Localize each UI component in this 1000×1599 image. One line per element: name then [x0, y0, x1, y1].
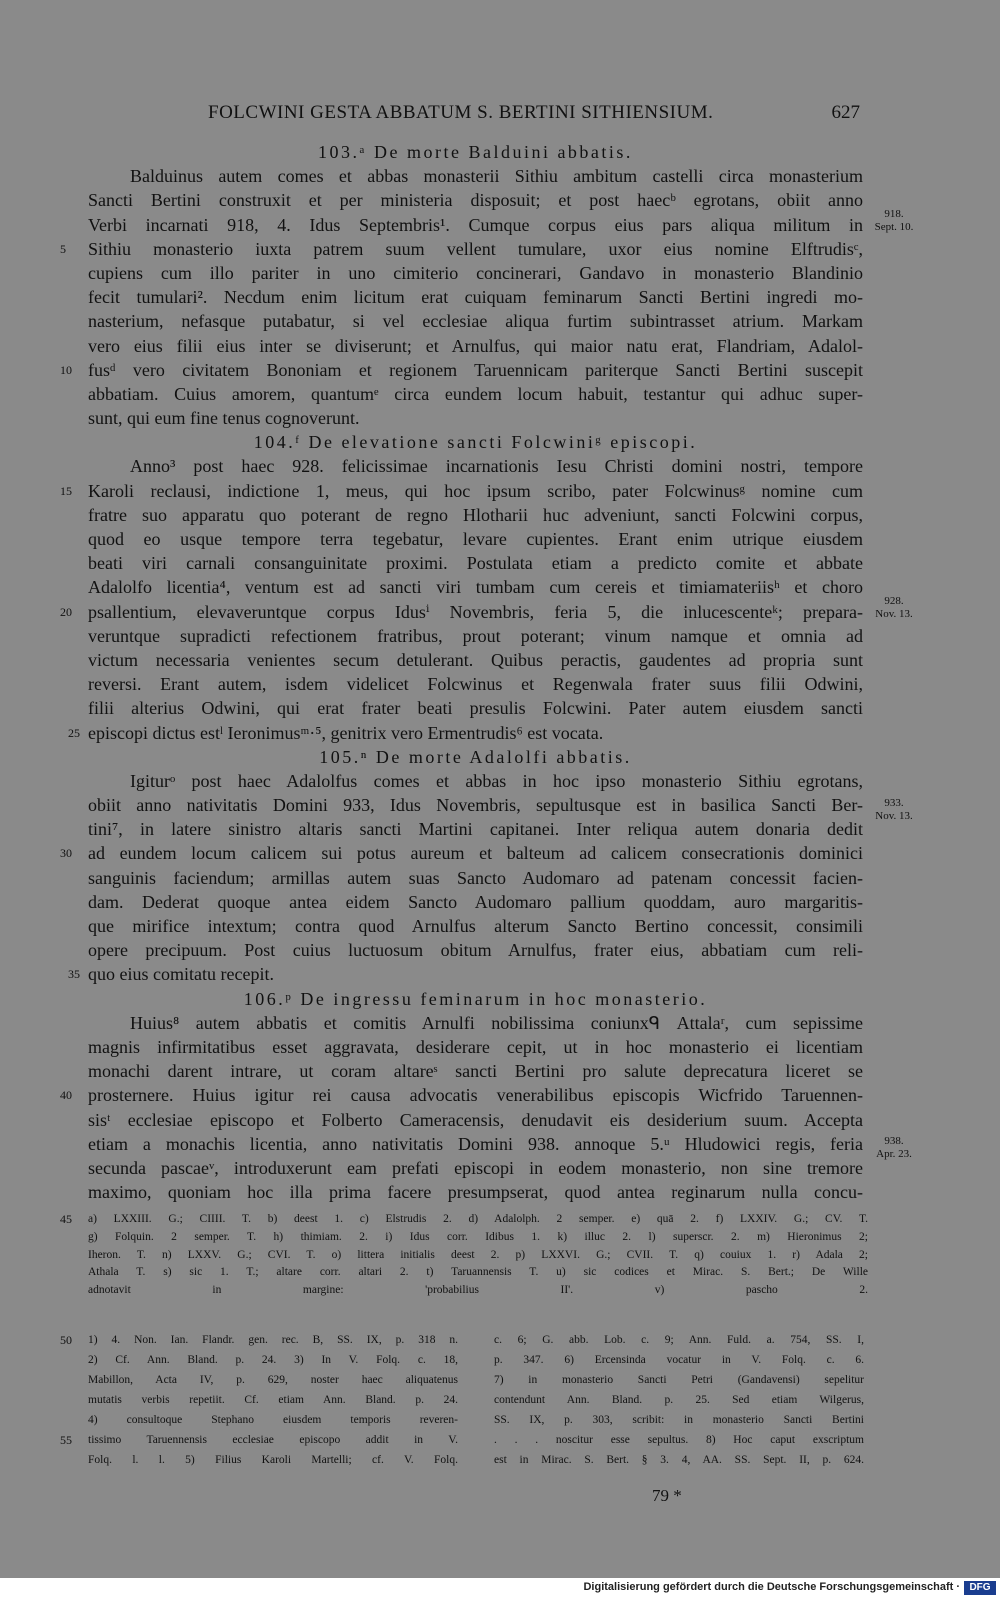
- line-text: monachi darent intrare, ut coram altareˢ sancti Bertini pro salute deprecatura liceret se: [88, 1061, 863, 1082]
- text-line: [88, 285, 863, 309]
- text-line: [88, 164, 863, 188]
- text-line: [88, 309, 863, 333]
- margin-date: [868, 797, 920, 823]
- footnote-line: [494, 1330, 864, 1350]
- text-line: [68, 962, 863, 986]
- line-text: que mirifice intextum; contra quod Arnulfus alterum Sancto Bertino concessit, consimili: [88, 916, 863, 936]
- text-line: [88, 1011, 863, 1035]
- footnote-line: [494, 1450, 864, 1470]
- text-line: [60, 600, 863, 624]
- line-text: magnis infirmitatibus esset aggravata, desiderare cepit, ut in hoc monasterio ei licentiam: [88, 1036, 863, 1057]
- text-line: [60, 237, 863, 261]
- margin-date-day: Nov. 13.: [875, 810, 913, 822]
- line-text: tini⁷, in latere sinistro altaris sancti Martini capitanei. Inter reliqua autem donaria dedit: [88, 819, 863, 840]
- margin-date-year: 918.: [884, 208, 904, 220]
- footnote-line: [88, 1410, 458, 1430]
- footnotes-left-column: [60, 1330, 458, 1470]
- line-text: psallentium, elevaveruntque corpus Idusⁱ Novembris, feria 5, die inlucescenteᵏ; prepara-: [88, 601, 863, 622]
- text-line: [88, 527, 863, 551]
- text-line: [88, 261, 863, 285]
- line-text: fusᵈ vero civitatem Bononiam et regionem Taruennicam pariterque Sancti Bertini suscepit: [88, 359, 863, 380]
- main-text: [60, 140, 863, 1204]
- variant-note-line: [88, 1229, 868, 1247]
- line-text: est in Mirac. S. Bert. § 3. 4, AA. SS. Sept. II, p. 624.: [494, 1454, 864, 1466]
- line-text: 104.ᶠ De elevatione sancti Folcwiniᵍ episcopi.: [253, 432, 698, 453]
- margin-date-year: 933.: [884, 797, 904, 809]
- footnote-line: [494, 1350, 864, 1370]
- text-line: [88, 503, 863, 527]
- text-line: [88, 769, 863, 793]
- line-text: g) Folquin. 2 semper. T. h) thimiam. 2. i) Idus corr. Idibus 1. k) illuc 2. l) superscr. 2. m) Hieronimus 2;: [88, 1230, 868, 1243]
- line-text: . . . noscitur esse sepultus. 8) Hoc caput exscriptum: [494, 1434, 864, 1446]
- footnote-line: [494, 1370, 864, 1390]
- margin-date-day: Sept. 10.: [874, 221, 914, 233]
- line-text: 1) 4. Non. Ian. Flandr. gen. rec. B, SS. IX, p. 318 n.: [88, 1334, 458, 1346]
- footnote-line: [88, 1370, 458, 1390]
- text-line: [88, 454, 863, 478]
- line-text: Karoli reclausi, indictione 1, meus, qui hoc ipsum scribo, pater Folcwinusᵍ nomine cum: [88, 480, 863, 501]
- running-header: [60, 102, 860, 132]
- text-line: [88, 938, 863, 962]
- line-number: 5: [60, 241, 66, 256]
- text-line: [88, 1156, 863, 1180]
- line-text: 103.ᵃ De morte Balduini abbatis.: [318, 142, 633, 162]
- line-text: fratre suo apparatu quo poterant de regno Hlotharii huc adveniunt, sancti Folcwini corpus,: [88, 504, 863, 525]
- text-line: [88, 575, 863, 599]
- footnote-line: [494, 1390, 864, 1410]
- text-line: [88, 1035, 863, 1059]
- variant-note-line: [88, 1247, 868, 1265]
- line-text: 4) consultoque Stephano eiusdem temporis reveren-: [88, 1414, 458, 1426]
- line-text: SS. IX, p. 303, scribit: in monasterio Sancti Bertini: [494, 1414, 864, 1426]
- line-text: Adalolfo licentia⁴, ventum est ad sancti viri tumbam cum cereis et timiamateriisʰ et choro: [88, 577, 863, 598]
- line-text: veruntque supradicti refectionem fratribus, prout poterant; vinum namque et omnia ad: [88, 625, 863, 646]
- line-text: fecit tumulari². Necdum enim licitum erat cuiquam feminarum Sancti Bertini ingredi mo-: [88, 287, 863, 308]
- line-text: Igiturᵒ post haec Adalolfus comes et abbas in hoc ipso monasterio Sithiu egrotans,: [130, 770, 863, 791]
- digitization-banner: [0, 1578, 1000, 1599]
- text-line: [88, 672, 863, 696]
- line-text: Balduinus autem comes et abbas monasterii Sithiu ambitum castelli circa monasterium: [130, 166, 863, 187]
- line-text: Sithiu monasterio iuxta patrem suum vellent tumulare, uxor eius nomine Elftrudisᶜ,: [88, 238, 863, 259]
- line-text: sisᵗ ecclesiae episcopo et Folberto Cameracensis, denudavit eis desiderium suum. Accepta: [88, 1109, 863, 1130]
- line-text: quod eo usque tempore terra tegebatur, levare cupientes. Erant enim utrique eiusdem: [88, 529, 863, 549]
- line-text: prosternere. Huius igitur rei causa advocatis venerabilibus episcopis Wicfrido Taruennen-: [88, 1085, 863, 1106]
- dfg-logo: DFG: [964, 1581, 996, 1595]
- line-text: beati viri carnali consanguinitate proximi. Postulata etiam a predicto comite et abbate: [88, 553, 863, 574]
- line-text: reversi. Erant autem, isdem videlicet Folcwinus et Regenwala frater suus filii Odwini,: [88, 674, 863, 695]
- line-text: cupiens cum illo pariter in uno cimiterio concinerari, Gandavo in monasterio Blandinio: [88, 262, 863, 283]
- line-text: opere precipuum. Post cuius luctuosum obitum Arnulfus, frater eius, abbatiam cum reli-: [88, 940, 863, 961]
- text-line: [88, 334, 863, 358]
- line-number: 45: [60, 1212, 72, 1226]
- line-number: 50: [60, 1333, 72, 1347]
- page-number: 627: [831, 102, 860, 123]
- section-heading: [88, 987, 863, 1011]
- signature-mark: 79 *: [652, 1486, 682, 1505]
- line-text: filii alterius Odwini, qui erat frater beati presulis Folcwini. Pater autem eiusdem sancti: [88, 698, 863, 719]
- line-text: ad eundem locum calicem sui potus aureum et balteum ad calicem consecrationis dominici: [88, 843, 863, 864]
- line-text: 2) Cf. Ann. Bland. p. 24. 3) In V. Folq. c. 18,: [88, 1354, 458, 1366]
- line-text: adnotavit in margine: 'probabilius II'. v) pascho 2.: [88, 1284, 868, 1297]
- line-number: 55: [60, 1433, 72, 1447]
- text-line: [88, 793, 863, 817]
- text-line: [88, 1108, 863, 1132]
- text-line: [88, 914, 863, 938]
- line-text: quo eius comitatu recepit.: [88, 964, 274, 985]
- line-text: 7) in monasterio Sancti Petri (Gandavensi) sepelitur: [494, 1374, 864, 1386]
- line-text: sunt, qui eum fine tenus cognoverunt.: [88, 408, 360, 429]
- line-text: Sancti Bertini construxit et per ministeria disposuit; et post haecᵇ egrotans, obiit anno: [88, 190, 863, 211]
- line-text: 105.ⁿ De morte Adalolfi abbatis.: [319, 746, 632, 767]
- text-line: [88, 406, 863, 430]
- footnote-line: [494, 1410, 864, 1430]
- line-number: 15: [60, 483, 72, 498]
- text-line: [88, 696, 863, 720]
- text-line: [88, 551, 863, 575]
- section-heading: [88, 140, 863, 164]
- variant-note-line: [60, 1211, 868, 1229]
- footnote-line: [88, 1450, 458, 1470]
- running-title: FOLCWINI GESTA ABBATUM S. BERTINI SITHIENSIUM.: [208, 102, 714, 123]
- margin-date-year: 928.: [884, 595, 904, 607]
- footnote-line: [60, 1330, 458, 1350]
- variant-note-line: [88, 1282, 868, 1300]
- line-number: 20: [60, 604, 72, 619]
- line-text: victum necessaria venientes secum detulerant. Quibus peractis, gaudentes ad propria sunt: [88, 649, 863, 670]
- line-text: mutatis verbis repetiit. Cf. etiam Ann. Bland. p. 24.: [88, 1394, 458, 1406]
- section-heading: [88, 745, 863, 769]
- footnote-line: [88, 1350, 458, 1370]
- footnote-line: [88, 1390, 458, 1410]
- margin-date: [868, 595, 920, 621]
- line-number: 35: [68, 967, 80, 982]
- margin-date-day: Apr. 23.: [876, 1148, 912, 1160]
- footnote-line: [60, 1430, 458, 1450]
- section-heading: [88, 430, 863, 454]
- text-line: [88, 1059, 863, 1083]
- line-text: Verbi incarnati 918, 4. Idus Septembris¹. Cumque corpus eius pars aliqua militum in: [88, 214, 863, 235]
- text-line: [60, 358, 863, 382]
- line-text: etiam a monachis licentia, anno nativitatis Domini 938. annoque 5.ᵘ Hludowici regis, feria: [88, 1133, 863, 1154]
- text-line: [88, 817, 863, 841]
- line-text: Athala T. s) sic 1. T.; altare corr. altari 2. t) Taruannensis T. u) sic codices et Mirac. S. Bert.; De Wille: [88, 1266, 868, 1279]
- variant-notes: [60, 1211, 868, 1300]
- text-line: [60, 1083, 863, 1107]
- text-line: [88, 866, 863, 890]
- line-text: dam. Dederat quoque antea eidem Sancto Audomaro pallium quoddam, auro margaritis-: [88, 891, 863, 912]
- text-line: [60, 841, 863, 865]
- line-text: maximo, quoniam hoc illa prima facere presumpserat, quod antea reginarum nulla concu-: [88, 1182, 863, 1203]
- line-text: abbatiam. Cuius amorem, quantumᵉ circa eundem locum habuit, testantur qui adhuc super-: [88, 383, 863, 404]
- line-text: 106.ᵖ De ingressu feminarum in hoc monasterio.: [243, 988, 708, 1009]
- line-text: p. 347. 6) Ercensinda vocatur in V. Folq. c. 6.: [494, 1354, 864, 1366]
- footnotes-right-column: [494, 1330, 864, 1470]
- text-line: [88, 213, 863, 237]
- line-text: Anno³ post haec 928. felicissimae incarnationis Iesu Christi domini nostri, tempore: [130, 456, 863, 477]
- line-text: obiit anno nativitatis Domini 933, Idus Novembris, sepultusque est in basilica Sancti Ber-: [88, 795, 863, 816]
- variant-note-line: [88, 1264, 868, 1282]
- margin-date: [868, 1135, 920, 1161]
- margin-date-year: 938.: [884, 1135, 904, 1147]
- text-line: [88, 382, 863, 406]
- line-text: Huius⁸ autem abbatis et comitis Arnulfi nobilissima coniunxᑫ Attalaʳ, cum sepissime: [130, 1012, 863, 1033]
- line-text: c. 6; G. abb. Lob. c. 9; Ann. Fuld. a. 754, SS. I,: [494, 1334, 864, 1346]
- margin-date-day: Nov. 13.: [875, 608, 913, 620]
- text-line: [88, 188, 863, 212]
- line-text: Iheron. T. n) LXXV. G.; CVI. T. o) littera initialis deest 2. p) LXXVI. G.; CVII. T. q) couiux 1. r) Adala 2;: [88, 1248, 868, 1261]
- line-text: a) LXXIII. G.; CIIII. T. b) deest 1. c) Elstrudis 2. d) Adalolph. 2 semper. e) quā 2. f) LXXIV. G.; CV. T.: [88, 1213, 868, 1225]
- text-line: [88, 624, 863, 648]
- line-number: 25: [68, 725, 80, 740]
- line-text: tissimo Taruennensis ecclesiae episcopo addit in V.: [88, 1434, 458, 1446]
- line-text: sanguinis faciendum; armillas autem suas Sancto Audomaro ad patenam concessit facien-: [88, 867, 863, 888]
- line-text: Mabillon, Acta IV, p. 629, noster haec aliquatenus: [88, 1374, 458, 1386]
- line-text: secunda pascaeᵛ, introduxerunt eam prefati episcopi in eodem monasterio, non sine tremore: [88, 1157, 863, 1178]
- line-number: 40: [60, 1088, 72, 1103]
- line-number: 30: [60, 846, 72, 861]
- text-line: [88, 1180, 863, 1204]
- text-line: [88, 890, 863, 914]
- line-text: contendunt Ann. Bland. p. 25. Sed etiam Wilgerus,: [494, 1394, 864, 1406]
- text-line: [88, 1132, 863, 1156]
- line-text: vero eius filii eius inter se diviserunt; et Arnulfus, qui maior natu erat, Flandriam, Adalol-: [88, 335, 863, 356]
- text-line: [88, 648, 863, 672]
- line-text: episcopi dictus estˡ Ieronimusᵐ·⁵, genitrix vero Ermentrudis⁶ est vocata.: [88, 722, 604, 743]
- text-line: [68, 721, 863, 745]
- margin-date: [868, 208, 920, 234]
- line-text: nasterium, nefasque putabatur, si vel ecclesiae aliqua furtim subintrasset atrium. Markam: [88, 311, 863, 332]
- line-number: 10: [60, 362, 72, 377]
- footnote-line: [494, 1430, 864, 1450]
- line-text: Folq. l. l. 5) Filius Karoli Martelli; cf. V. Folq.: [88, 1454, 458, 1466]
- text-line: [60, 479, 863, 503]
- funding-credit: Digitalisierung gefördert durch die Deutsche Forschungsgemeinschaft ·: [583, 1581, 960, 1593]
